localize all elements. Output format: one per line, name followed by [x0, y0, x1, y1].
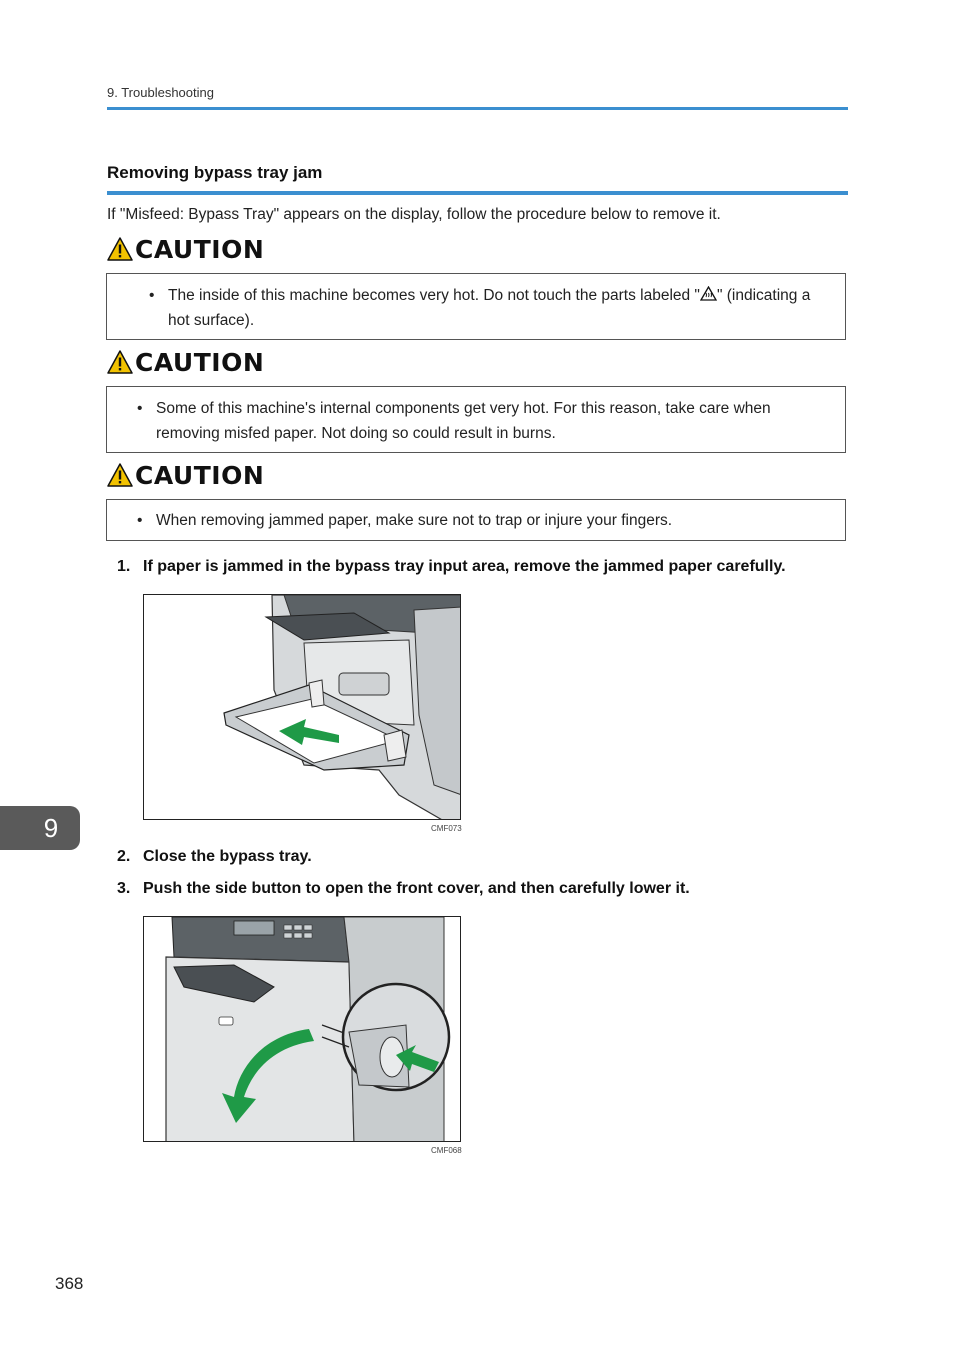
- step-number: 3.: [117, 880, 131, 897]
- bypass-tray-jam-illustration: [144, 595, 461, 820]
- intro-paragraph: If "Misfeed: Bypass Tray" appears on the display, follow the procedure below to remove it.: [107, 206, 721, 223]
- step-1: [117, 558, 786, 576]
- caution-text: When removing jammed paper, make sure not to trap or injure your fingers.: [156, 512, 673, 529]
- bullet: •: [137, 512, 143, 529]
- step-text: Push the side button to open the front cover, and then carefully lower it.: [143, 880, 690, 897]
- section-title: Removing bypass tray jam: [107, 163, 323, 182]
- caution-item: [149, 283, 835, 333]
- bullet: •: [149, 287, 155, 304]
- caution-label-1: [107, 234, 264, 264]
- header-rule: [107, 107, 848, 110]
- figure-front-cover-open: [143, 916, 461, 1142]
- caution-word: CAUTION: [135, 234, 265, 264]
- front-cover-open-illustration: [144, 917, 461, 1142]
- caution-text: " (indicating a: [716, 287, 811, 304]
- warning-triangle-icon: [107, 350, 133, 374]
- step-3: [117, 880, 690, 898]
- caution-label-2: [107, 347, 264, 377]
- step-number: 2.: [117, 848, 131, 865]
- bullet: •: [137, 400, 143, 417]
- caution-word: CAUTION: [135, 460, 265, 490]
- warning-triangle-icon: [107, 463, 133, 487]
- caution-item: [137, 508, 835, 533]
- section-rule: [107, 191, 848, 195]
- step-number: 1.: [117, 558, 131, 575]
- caution-text: hot surface).: [168, 312, 255, 329]
- chapter-tab: 9: [0, 806, 80, 850]
- page-number: 368: [55, 1274, 84, 1293]
- step-text: If paper is jammed in the bypass tray input area, remove the jammed paper carefully.: [143, 558, 786, 575]
- figure-bypass-tray-jam: [143, 594, 461, 820]
- caution-box-2: [106, 386, 846, 453]
- figure-code: CMF073: [431, 824, 462, 833]
- caution-item: [137, 396, 835, 446]
- caution-text: The inside of this machine becomes very hot. Do not touch the parts labeled ": [168, 287, 700, 304]
- step-text: Close the bypass tray.: [143, 848, 312, 865]
- caution-text: removing misfed paper. Not doing so could result in burns.: [156, 425, 556, 442]
- caution-box-3: [106, 499, 846, 541]
- warning-triangle-icon: [107, 237, 133, 261]
- caution-label-3: [107, 460, 264, 490]
- caution-word: CAUTION: [135, 347, 265, 377]
- running-head: 9. Troubleshooting: [107, 85, 214, 100]
- hot-surface-icon: [700, 286, 717, 301]
- step-2: [117, 848, 312, 866]
- caution-box-1: [106, 273, 846, 340]
- figure-code: CMF068: [431, 1146, 462, 1155]
- caution-text: Some of this machine's internal components get very hot. For this reason, take care when: [156, 400, 771, 417]
